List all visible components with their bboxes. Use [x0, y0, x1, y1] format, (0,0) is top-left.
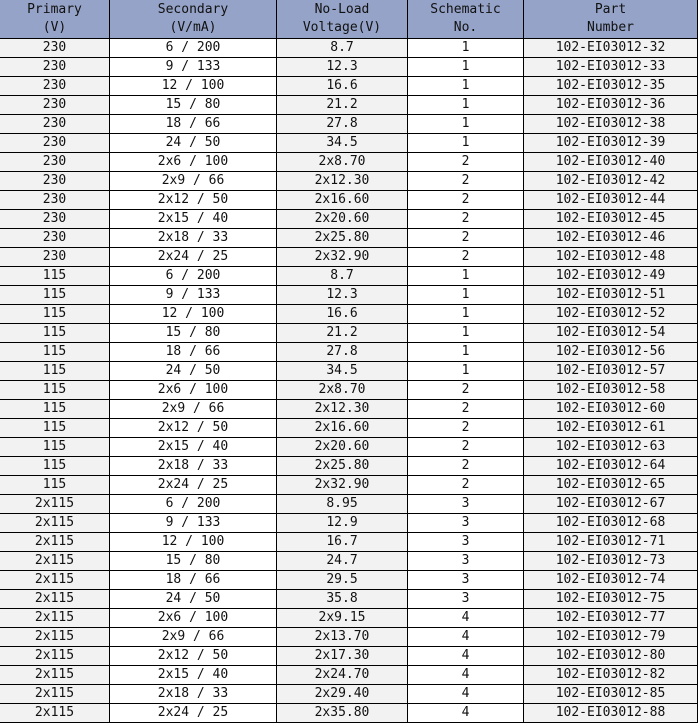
- no-load-voltage-cell: 16.6: [277, 77, 408, 96]
- part-number-cell: 102-EI03012-85: [524, 685, 698, 704]
- table-row: [0, 267, 698, 286]
- secondary-cell: 2x18 / 33: [110, 229, 277, 248]
- table-row: [0, 704, 698, 723]
- header-primary-label: Primary: [27, 2, 82, 17]
- no-load-voltage-cell: 2x25.80: [277, 457, 408, 476]
- secondary-cell: 6 / 200: [110, 39, 277, 58]
- schematic-no-cell: 2: [408, 172, 524, 191]
- primary-cell: 230: [0, 172, 110, 191]
- secondary-cell: 9 / 133: [110, 286, 277, 305]
- schematic-no-cell: 1: [408, 324, 524, 343]
- no-load-voltage-cell: 2x20.60: [277, 210, 408, 229]
- secondary-cell: 2x24 / 25: [110, 704, 277, 723]
- primary-cell: 230: [0, 134, 110, 153]
- secondary-cell: 2x12 / 50: [110, 419, 277, 438]
- table-row: [0, 476, 698, 495]
- primary-cell: 2x115: [0, 704, 110, 723]
- primary-cell: 115: [0, 400, 110, 419]
- table-header: [0, 0, 698, 39]
- no-load-voltage-cell: 2x32.90: [277, 248, 408, 267]
- table-body: [0, 39, 698, 723]
- primary-cell: 2x115: [0, 590, 110, 609]
- schematic-no-cell: 3: [408, 571, 524, 590]
- table-row: [0, 96, 698, 115]
- secondary-cell: 2x6 / 100: [110, 609, 277, 628]
- primary-cell: 115: [0, 362, 110, 381]
- table-row: [0, 381, 698, 400]
- table-row: [0, 153, 698, 172]
- part-number-cell: 102-EI03012-67: [524, 495, 698, 514]
- secondary-cell: 2x12 / 50: [110, 191, 277, 210]
- secondary-cell: 2x6 / 100: [110, 381, 277, 400]
- primary-cell: 230: [0, 210, 110, 229]
- schematic-no-cell: 2: [408, 153, 524, 172]
- schematic-no-cell: 1: [408, 58, 524, 77]
- header-schematic-no: [408, 0, 524, 39]
- table-row: [0, 628, 698, 647]
- part-number-cell: 102-EI03012-77: [524, 609, 698, 628]
- secondary-cell: 2x18 / 33: [110, 685, 277, 704]
- table-row: [0, 552, 698, 571]
- schematic-no-cell: 2: [408, 381, 524, 400]
- part-number-cell: 102-EI03012-65: [524, 476, 698, 495]
- part-number-cell: 102-EI03012-51: [524, 286, 698, 305]
- no-load-voltage-cell: 2x35.80: [277, 704, 408, 723]
- secondary-cell: 9 / 133: [110, 58, 277, 77]
- no-load-voltage-cell: 2x9.15: [277, 609, 408, 628]
- table-row: [0, 229, 698, 248]
- primary-cell: 115: [0, 286, 110, 305]
- secondary-cell: 2x12 / 50: [110, 647, 277, 666]
- no-load-voltage-cell: 2x29.40: [277, 685, 408, 704]
- header-part-label: Part: [594, 2, 627, 17]
- header-no-load-unit: Voltage(V): [302, 20, 382, 35]
- primary-cell: 230: [0, 191, 110, 210]
- part-number-cell: 102-EI03012-60: [524, 400, 698, 419]
- schematic-no-cell: 1: [408, 305, 524, 324]
- table-row: [0, 191, 698, 210]
- secondary-cell: 6 / 200: [110, 495, 277, 514]
- schematic-no-cell: 2: [408, 248, 524, 267]
- no-load-voltage-cell: 12.3: [277, 286, 408, 305]
- table-row: [0, 248, 698, 267]
- primary-cell: 2x115: [0, 571, 110, 590]
- part-number-cell: 102-EI03012-71: [524, 533, 698, 552]
- primary-cell: 2x115: [0, 647, 110, 666]
- table-row: [0, 495, 698, 514]
- schematic-no-cell: 4: [408, 666, 524, 685]
- part-number-cell: 102-EI03012-88: [524, 704, 698, 723]
- primary-cell: 115: [0, 267, 110, 286]
- primary-cell: 2x115: [0, 666, 110, 685]
- secondary-cell: 24 / 50: [110, 590, 277, 609]
- no-load-voltage-cell: 2x17.30: [277, 647, 408, 666]
- schematic-no-cell: 4: [408, 628, 524, 647]
- schematic-no-cell: 2: [408, 400, 524, 419]
- part-number-cell: 102-EI03012-52: [524, 305, 698, 324]
- secondary-cell: 24 / 50: [110, 134, 277, 153]
- part-number-cell: 102-EI03012-45: [524, 210, 698, 229]
- schematic-no-cell: 1: [408, 362, 524, 381]
- table-row: [0, 134, 698, 153]
- part-number-cell: 102-EI03012-33: [524, 58, 698, 77]
- schematic-no-cell: 1: [408, 286, 524, 305]
- no-load-voltage-cell: 2x12.30: [277, 172, 408, 191]
- schematic-no-cell: 2: [408, 457, 524, 476]
- schematic-no-cell: 1: [408, 267, 524, 286]
- secondary-cell: 24 / 50: [110, 362, 277, 381]
- no-load-voltage-cell: 35.8: [277, 590, 408, 609]
- no-load-voltage-cell: 21.2: [277, 324, 408, 343]
- table-row: [0, 305, 698, 324]
- no-load-voltage-cell: 12.9: [277, 514, 408, 533]
- primary-cell: 115: [0, 343, 110, 362]
- primary-cell: 2x115: [0, 495, 110, 514]
- part-number-cell: 102-EI03012-44: [524, 191, 698, 210]
- part-number-cell: 102-EI03012-63: [524, 438, 698, 457]
- schematic-no-cell: 3: [408, 533, 524, 552]
- schematic-no-cell: 1: [408, 96, 524, 115]
- no-load-voltage-cell: 21.2: [277, 96, 408, 115]
- secondary-cell: 2x15 / 40: [110, 666, 277, 685]
- table-row: [0, 419, 698, 438]
- schematic-no-cell: 3: [408, 590, 524, 609]
- primary-cell: 230: [0, 77, 110, 96]
- part-number-cell: 102-EI03012-61: [524, 419, 698, 438]
- primary-cell: 230: [0, 96, 110, 115]
- no-load-voltage-cell: 34.5: [277, 134, 408, 153]
- secondary-cell: 12 / 100: [110, 305, 277, 324]
- schematic-no-cell: 3: [408, 514, 524, 533]
- schematic-no-cell: 1: [408, 134, 524, 153]
- primary-cell: 115: [0, 438, 110, 457]
- no-load-voltage-cell: 2x16.60: [277, 419, 408, 438]
- header-row: [0, 0, 698, 39]
- secondary-cell: 15 / 80: [110, 324, 277, 343]
- part-number-cell: 102-EI03012-32: [524, 39, 698, 58]
- primary-cell: 230: [0, 58, 110, 77]
- secondary-cell: 6 / 200: [110, 267, 277, 286]
- part-number-cell: 102-EI03012-54: [524, 324, 698, 343]
- primary-cell: 230: [0, 248, 110, 267]
- part-number-cell: 102-EI03012-38: [524, 115, 698, 134]
- no-load-voltage-cell: 2x8.70: [277, 153, 408, 172]
- secondary-cell: 2x15 / 40: [110, 438, 277, 457]
- header-part-unit: Number: [587, 20, 634, 35]
- schematic-no-cell: 3: [408, 495, 524, 514]
- schematic-no-cell: 1: [408, 343, 524, 362]
- no-load-voltage-cell: 2x25.80: [277, 229, 408, 248]
- no-load-voltage-cell: 27.8: [277, 115, 408, 134]
- schematic-no-cell: 4: [408, 647, 524, 666]
- schematic-no-cell: 4: [408, 609, 524, 628]
- secondary-cell: 2x18 / 33: [110, 457, 277, 476]
- primary-cell: 115: [0, 305, 110, 324]
- header-secondary: [110, 0, 277, 39]
- no-load-voltage-cell: 2x20.60: [277, 438, 408, 457]
- table-row: [0, 533, 698, 552]
- table-row: [0, 362, 698, 381]
- part-number-cell: 102-EI03012-35: [524, 77, 698, 96]
- secondary-cell: 15 / 80: [110, 552, 277, 571]
- secondary-cell: 2x24 / 25: [110, 476, 277, 495]
- secondary-cell: 2x15 / 40: [110, 210, 277, 229]
- primary-cell: 2x115: [0, 514, 110, 533]
- primary-cell: 230: [0, 39, 110, 58]
- schematic-no-cell: 1: [408, 77, 524, 96]
- table-row: [0, 210, 698, 229]
- part-number-cell: 102-EI03012-39: [524, 134, 698, 153]
- no-load-voltage-cell: 8.7: [277, 39, 408, 58]
- primary-cell: 2x115: [0, 685, 110, 704]
- part-number-cell: 102-EI03012-56: [524, 343, 698, 362]
- no-load-voltage-cell: 27.8: [277, 343, 408, 362]
- no-load-voltage-cell: 2x16.60: [277, 191, 408, 210]
- schematic-no-cell: 1: [408, 39, 524, 58]
- secondary-cell: 18 / 66: [110, 343, 277, 362]
- no-load-voltage-cell: 24.7: [277, 552, 408, 571]
- header-secondary-unit: (V/mA): [169, 20, 217, 35]
- part-number-cell: 102-EI03012-36: [524, 96, 698, 115]
- header-primary: [0, 0, 110, 39]
- primary-cell: 115: [0, 419, 110, 438]
- schematic-no-cell: 1: [408, 115, 524, 134]
- secondary-cell: 2x9 / 66: [110, 172, 277, 191]
- part-number-cell: 102-EI03012-57: [524, 362, 698, 381]
- table-row: [0, 343, 698, 362]
- primary-cell: 115: [0, 457, 110, 476]
- no-load-voltage-cell: 2x24.70: [277, 666, 408, 685]
- primary-cell: 115: [0, 381, 110, 400]
- table-row: [0, 647, 698, 666]
- schematic-no-cell: 3: [408, 552, 524, 571]
- no-load-voltage-cell: 2x8.70: [277, 381, 408, 400]
- header-primary-unit: (V): [42, 20, 67, 35]
- schematic-no-cell: 2: [408, 229, 524, 248]
- table-row: [0, 400, 698, 419]
- secondary-cell: 2x9 / 66: [110, 628, 277, 647]
- schematic-no-cell: 2: [408, 438, 524, 457]
- part-number-cell: 102-EI03012-68: [524, 514, 698, 533]
- table-row: [0, 77, 698, 96]
- part-number-cell: 102-EI03012-40: [524, 153, 698, 172]
- no-load-voltage-cell: 34.5: [277, 362, 408, 381]
- header-part-number: [524, 0, 698, 39]
- secondary-cell: 15 / 80: [110, 96, 277, 115]
- no-load-voltage-cell: 29.5: [277, 571, 408, 590]
- no-load-voltage-cell: 2x32.90: [277, 476, 408, 495]
- secondary-cell: 9 / 133: [110, 514, 277, 533]
- part-number-cell: 102-EI03012-82: [524, 666, 698, 685]
- table-row: [0, 457, 698, 476]
- header-no-load-label: No-Load: [314, 2, 370, 17]
- table-row: [0, 58, 698, 77]
- header-schematic-unit: No.: [453, 20, 478, 35]
- table-row: [0, 324, 698, 343]
- primary-cell: 115: [0, 324, 110, 343]
- table-row: [0, 609, 698, 628]
- secondary-cell: 18 / 66: [110, 115, 277, 134]
- schematic-no-cell: 4: [408, 704, 524, 723]
- secondary-cell: 12 / 100: [110, 77, 277, 96]
- part-number-cell: 102-EI03012-64: [524, 457, 698, 476]
- schematic-no-cell: 2: [408, 419, 524, 438]
- table-row: [0, 666, 698, 685]
- schematic-no-cell: 2: [408, 210, 524, 229]
- no-load-voltage-cell: 8.95: [277, 495, 408, 514]
- header-no-load-voltage: [277, 0, 408, 39]
- primary-cell: 115: [0, 476, 110, 495]
- no-load-voltage-cell: 2x13.70: [277, 628, 408, 647]
- part-number-cell: 102-EI03012-73: [524, 552, 698, 571]
- part-number-cell: 102-EI03012-74: [524, 571, 698, 590]
- secondary-cell: 2x6 / 100: [110, 153, 277, 172]
- header-schematic-label: Schematic: [430, 2, 501, 17]
- part-number-cell: 102-EI03012-49: [524, 267, 698, 286]
- table-row: [0, 39, 698, 58]
- part-number-cell: 102-EI03012-80: [524, 647, 698, 666]
- part-number-cell: 102-EI03012-79: [524, 628, 698, 647]
- table-row: [0, 590, 698, 609]
- primary-cell: 230: [0, 229, 110, 248]
- table-row: [0, 514, 698, 533]
- part-number-cell: 102-EI03012-75: [524, 590, 698, 609]
- primary-cell: 2x115: [0, 628, 110, 647]
- no-load-voltage-cell: 12.3: [277, 58, 408, 77]
- primary-cell: 230: [0, 115, 110, 134]
- part-number-cell: 102-EI03012-46: [524, 229, 698, 248]
- no-load-voltage-cell: 16.6: [277, 305, 408, 324]
- header-secondary-label: Secondary: [157, 2, 229, 17]
- schematic-no-cell: 2: [408, 476, 524, 495]
- table-row: [0, 438, 698, 457]
- secondary-cell: 2x9 / 66: [110, 400, 277, 419]
- primary-cell: 2x115: [0, 609, 110, 628]
- table-row: [0, 172, 698, 191]
- table-row: [0, 286, 698, 305]
- no-load-voltage-cell: 2x12.30: [277, 400, 408, 419]
- schematic-no-cell: 4: [408, 685, 524, 704]
- table-row: [0, 115, 698, 134]
- primary-cell: 2x115: [0, 552, 110, 571]
- table-row: [0, 571, 698, 590]
- secondary-cell: 18 / 66: [110, 571, 277, 590]
- no-load-voltage-cell: 8.7: [277, 267, 408, 286]
- part-number-cell: 102-EI03012-42: [524, 172, 698, 191]
- schematic-no-cell: 2: [408, 191, 524, 210]
- table-row: [0, 685, 698, 704]
- primary-cell: 2x115: [0, 533, 110, 552]
- no-load-voltage-cell: 16.7: [277, 533, 408, 552]
- primary-cell: 230: [0, 153, 110, 172]
- secondary-cell: 12 / 100: [110, 533, 277, 552]
- part-number-cell: 102-EI03012-58: [524, 381, 698, 400]
- secondary-cell: 2x24 / 25: [110, 248, 277, 267]
- part-number-cell: 102-EI03012-48: [524, 248, 698, 267]
